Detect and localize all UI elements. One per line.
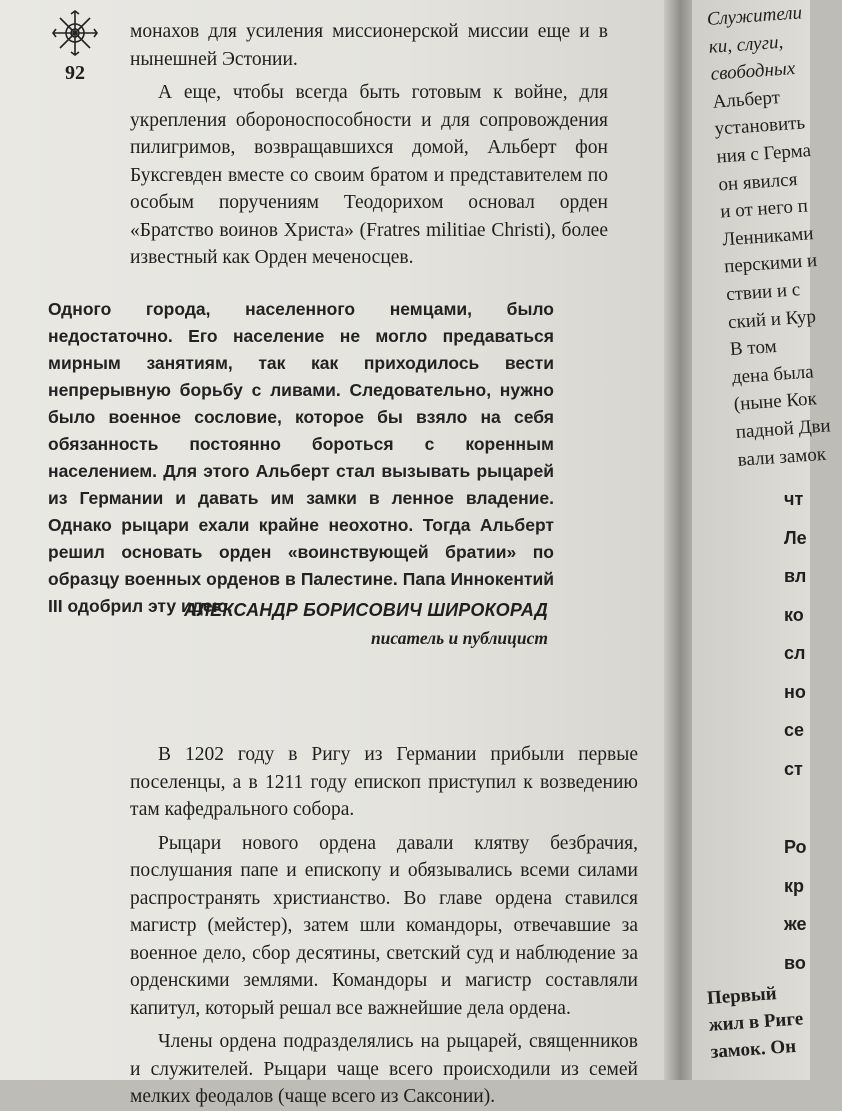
text-fragment: се	[784, 720, 805, 740]
text-fragment: (ныне Кок	[733, 388, 818, 416]
text-fragment: ст	[784, 758, 803, 779]
quote-paragraph: Одного города, населенного немцами, было недостаточно. Его население не могло предаваться мирным занятиям, так как приходилось вести непрерывную борьбу с ливами. Следовательно, нужно было военное сословие, которое бы взяло на себя обязанность постоянно бороться с коренным населением. Для этого Альберт стал вызывать рыцарей из Германии и давать им замки в ленное владение. Однако рыцари ехали крайне неохотно. Тогда Альберт решил основать орден «воинствующей братии» по образцу военных орденов в Палестине. Папа Иннокентий III одобрил эту идею.	[48, 299, 554, 616]
right-page-text	[706, 0, 842, 474]
text-fragment: перскими и	[723, 250, 818, 278]
text-fragment: и от него п	[719, 195, 809, 223]
text-fragment: ский и Кур	[727, 305, 817, 333]
book-gutter	[664, 0, 694, 1080]
text-fragment: но	[784, 681, 806, 702]
page-number: 92	[65, 62, 85, 84]
text-fragment: вл	[784, 566, 807, 586]
paragraph: Рыцари нового ордена давали клятву безбрачия, послушания папе и епископу и обязывались всеми силами распространять христианство. Во главе ордена ставился магистр (мейстер), затем шли командоры, отвечавшие за военное дело, сбор десятины, светский суд и наблюдение за орденскими землями. Командоры и магистр составляли капитул, который решал все важнейшие дела ордена.	[130, 832, 638, 1019]
text-fragment: же	[784, 914, 807, 934]
top-text	[130, 18, 608, 272]
compass-rose-icon	[52, 10, 98, 56]
right-page	[692, 0, 832, 1080]
text-fragment: падной Дви	[735, 415, 832, 443]
text-fragment: ко	[784, 604, 804, 625]
text-fragment: В том	[729, 336, 778, 361]
text-fragment: Ро	[784, 837, 807, 857]
quote-author-role: писатель и публицист	[370, 628, 548, 648]
text-fragment: кр	[784, 875, 805, 896]
text-fragment: ки, слуги,	[708, 31, 784, 58]
text-fragment: ния с Герма	[715, 140, 812, 168]
text-fragment: Служители	[706, 2, 803, 30]
bottom-text	[130, 741, 638, 1111]
right-page-bottom-text	[706, 977, 821, 1065]
text-fragment: сл	[784, 643, 806, 663]
paragraph: А еще, чтобы всегда быть готовым к войне, для укрепления обороноспособности и для сопровождения пилигримов, возвращавшихся домой, Альберт фон Буксгевден вместе со своим братом и представителем по особым поручениям Теодорихом основал орден «Братство воинов Христа» (Fratres militiae Christi), более известный как Орден меченосцев.	[130, 82, 608, 268]
quote-author: АЛЕКСАНДР БОРИСОВИЧ ШИРОКОРАД	[184, 600, 548, 620]
text-fragment: вали замок	[737, 443, 827, 471]
text-fragment: во	[784, 952, 806, 973]
text-fragment: замок. Он	[709, 1035, 797, 1063]
right-page-quote-fragments	[784, 480, 814, 982]
text-fragment: свободных	[710, 58, 796, 85]
text-fragment: Первый	[706, 983, 778, 1009]
text-fragment: чт	[784, 489, 804, 509]
text-fragment: ствии и с	[725, 279, 801, 306]
text-fragment: Ле	[784, 527, 807, 548]
text-fragment: дена была	[731, 361, 815, 388]
paragraph: В 1202 году в Ригу из Германии прибыли первые поселенцы, а в 1211 году епископ приступил к возведению там кафедрального собора.	[130, 744, 638, 820]
quote-text	[48, 296, 554, 620]
paragraph: монахов для усиления миссионерской миссии еще и в нынешней Эстонии.	[130, 21, 608, 70]
text-fragment: он явился	[717, 168, 798, 196]
text-fragment: Ленниками	[721, 222, 815, 251]
paragraph: Члены ордена подразделялись на рыцарей, священников и служителей. Рыцари чаще всего происходили из семей мелких феодалов (чаще всего из Саксонии).	[130, 1031, 638, 1107]
spacer	[784, 788, 814, 828]
text-fragment: жил в Риге	[708, 1008, 804, 1036]
text-fragment: Альберт	[711, 86, 781, 113]
text-fragment: установить	[713, 112, 806, 141]
